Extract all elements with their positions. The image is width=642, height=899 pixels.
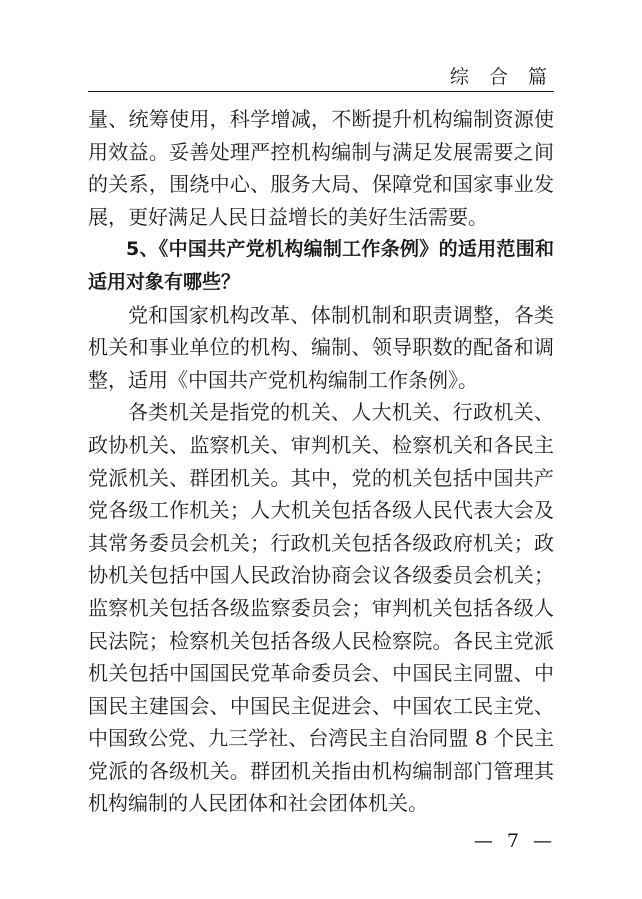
paragraph-organs: 各类机关是指党的机关、人大机关、行政机关、政协机关、监察机关、审判机关、检察机关和各民主党派机关、群团机关。其中，党的机关包括中国共产党各级工作机关；人大机关包括各级人民代表大会及其常务委员会机关；行政机关包括各级政府机关；政协机关包括中国人民政治协商会议各级委员会机关；监察机关包括各级监察委员会；审判机关包括各级人民法院；检察机关包括各级人民检察院。各民主党派机关包括中国国民党革命委员会、中国民主同盟、中国民主建国会、中国民主促进会、中国农工民主党、中国致公党、九三学社、台湾民主自治同盟 8 个民主党派的各级机关。群团机关指由机构编制部门管理其机构编制的人民团体和社会团体机关。 [88,400,554,816]
header-divider [88,91,554,92]
paragraph-scope: 党和国家机构改革、体制机制和职责调整，各类机关和事业单位的机构、编制、领导职数的配备和调整，适用《中国共产党机构编制工作条例》。 [88,302,554,392]
question-heading: 5、《中国共产党机构编制工作条例》的适用范围和适用对象有哪些？ [88,238,554,293]
section-title: 综 合 篇 [449,66,554,88]
page-number: — 7 — [473,830,556,852]
page-body [88,103,554,820]
paragraph-continued: 量、统筹使用，科学增减，不断提升机构编制资源使用效益。妥善处理严控机构编制与满足发展需要之间的关系，围绕中心、服务大局、保障党和国家事业发展，更好满足人民日益增长的美好生活需要。 [88,107,554,229]
